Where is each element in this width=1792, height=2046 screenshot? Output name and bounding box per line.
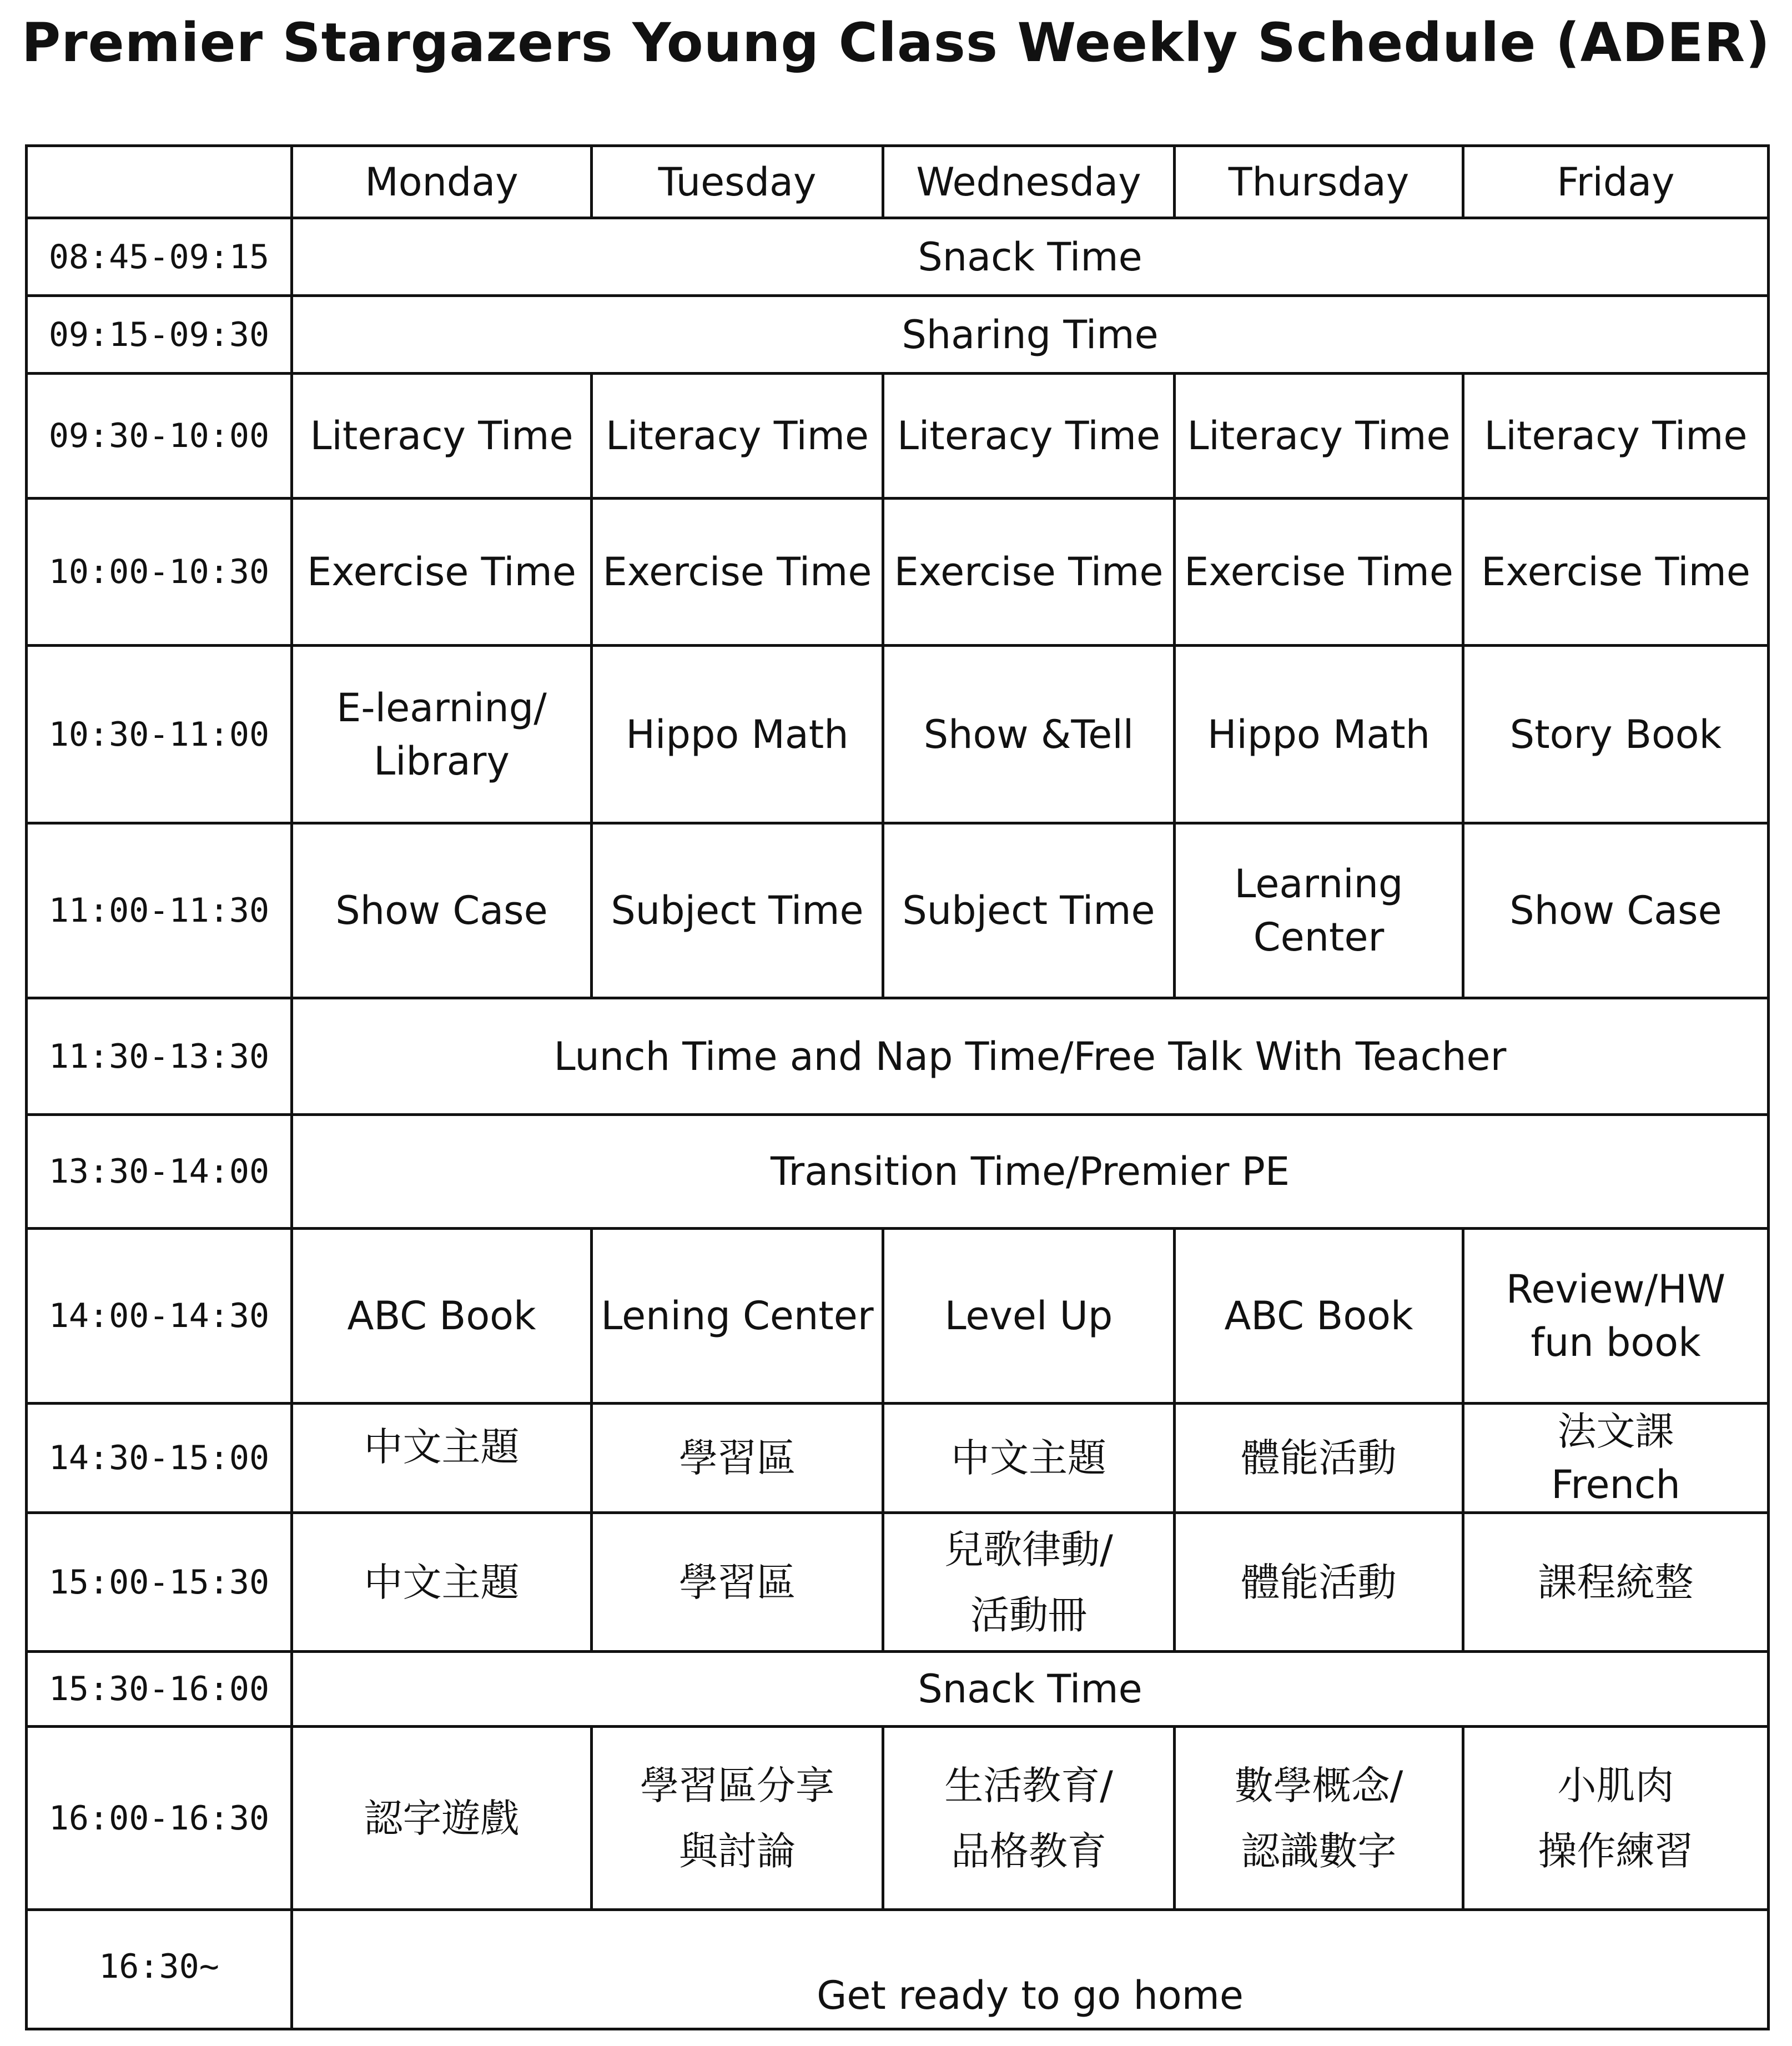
activity-cell-friday: Review/HW fun book: [1463, 1229, 1769, 1404]
day-header-thursday: Thursday: [1175, 146, 1463, 218]
activity-cell-monday: 認字遊戲: [292, 1727, 592, 1910]
activity-cell-monday: Show Case: [292, 823, 592, 998]
activity-cell-thursday: 體能活動: [1175, 1513, 1463, 1652]
time-slot: 15:00-15:30: [27, 1513, 292, 1652]
activity-cell-tuesday: 學習區分享 與討論: [592, 1727, 883, 1910]
weekly-schedule-table: [25, 144, 1770, 2030]
day-header-wednesday: Wednesday: [883, 146, 1175, 218]
schedule-row: [27, 823, 1769, 998]
activity-cell-thursday: ABC Book: [1175, 1229, 1463, 1404]
activity-cell-wednesday: 兒歌律動/ 活動冊: [883, 1513, 1175, 1652]
time-slot: 10:00-10:30: [27, 499, 292, 646]
activity-cell-wednesday: Show &Tell: [883, 646, 1175, 823]
activity-cell-tuesday: Hippo Math: [592, 646, 883, 823]
all-week-activity: Transition Time/Premier PE: [292, 1115, 1769, 1229]
activity-cell-tuesday: Subject Time: [592, 823, 883, 998]
activity-cell-thursday: Exercise Time: [1175, 499, 1463, 646]
page-title: Premier Stargazers Young Class Weekly Schedule (ADER): [21, 12, 1771, 74]
time-slot: 11:00-11:30: [27, 823, 292, 998]
activity-cell-friday: Literacy Time: [1463, 374, 1769, 499]
activity-cell-wednesday: Subject Time: [883, 823, 1175, 998]
day-header-friday: Friday: [1463, 146, 1769, 218]
all-week-activity: Lunch Time and Nap Time/Free Talk With Teacher: [292, 998, 1769, 1115]
activity-cell-tuesday: Lening Center: [592, 1229, 883, 1404]
schedule-row: [27, 1404, 1769, 1513]
activity-cell-friday: 小肌肉 操作練習: [1463, 1727, 1769, 1910]
time-slot: 09:30-10:00: [27, 374, 292, 499]
schedule-row: [27, 1229, 1769, 1404]
activity-cell-wednesday: Exercise Time: [883, 499, 1175, 646]
schedule-row: [27, 646, 1769, 823]
activity-cell-thursday: 數學概念/ 認識數字: [1175, 1727, 1463, 1910]
time-slot: 14:00-14:30: [27, 1229, 292, 1404]
all-week-activity: Get ready to go home: [292, 1910, 1769, 2029]
activity-cell-wednesday: Literacy Time: [883, 374, 1175, 499]
time-slot: 13:30-14:00: [27, 1115, 292, 1229]
header-row: [27, 146, 1769, 218]
activity-cell-monday: E-learning/ Library: [292, 646, 592, 823]
corner-cell: [27, 146, 292, 218]
activity-cell-monday: 中文主題: [292, 1404, 592, 1513]
activity-cell-monday: ABC Book: [292, 1229, 592, 1404]
day-header-tuesday: Tuesday: [592, 146, 883, 218]
schedule-row: [27, 1115, 1769, 1229]
schedule-row: [27, 499, 1769, 646]
all-week-activity: Sharing Time: [292, 296, 1769, 374]
all-week-activity: Snack Time: [292, 218, 1769, 296]
activity-cell-thursday: Learning Center: [1175, 823, 1463, 998]
all-week-activity: Snack Time: [292, 1652, 1769, 1727]
activity-cell-tuesday: 學習區: [592, 1513, 883, 1652]
time-slot: 09:15-09:30: [27, 296, 292, 374]
activity-cell-tuesday: 學習區: [592, 1404, 883, 1513]
schedule-row: [27, 218, 1769, 296]
activity-cell-thursday: Literacy Time: [1175, 374, 1463, 499]
activity-cell-tuesday: Exercise Time: [592, 499, 883, 646]
activity-cell-thursday: 體能活動: [1175, 1404, 1463, 1513]
schedule-row: [27, 296, 1769, 374]
time-slot: 15:30-16:00: [27, 1652, 292, 1727]
activity-cell-friday: 課程統整: [1463, 1513, 1769, 1652]
schedule-row: [27, 1652, 1769, 1727]
activity-cell-friday: 法文課 French: [1463, 1404, 1769, 1513]
activity-cell-tuesday: Literacy Time: [592, 374, 883, 499]
schedule-row: [27, 1513, 1769, 1652]
time-slot: 10:30-11:00: [27, 646, 292, 823]
time-slot: 16:30~: [27, 1910, 292, 2029]
time-slot: 08:45-09:15: [27, 218, 292, 296]
activity-cell-friday: Exercise Time: [1463, 499, 1769, 646]
activity-cell-friday: Story Book: [1463, 646, 1769, 823]
time-slot: 16:00-16:30: [27, 1727, 292, 1910]
activity-cell-wednesday: Level Up: [883, 1229, 1175, 1404]
time-slot: 14:30-15:00: [27, 1404, 292, 1513]
activity-cell-monday: Literacy Time: [292, 374, 592, 499]
activity-cell-monday: 中文主題: [292, 1513, 592, 1652]
activity-cell-thursday: Hippo Math: [1175, 646, 1463, 823]
activity-cell-wednesday: 中文主題: [883, 1404, 1175, 1513]
time-slot: 11:30-13:30: [27, 998, 292, 1115]
activity-cell-friday: Show Case: [1463, 823, 1769, 998]
schedule-row: [27, 1727, 1769, 1910]
activity-cell-wednesday: 生活教育/ 品格教育: [883, 1727, 1175, 1910]
day-header-monday: Monday: [292, 146, 592, 218]
activity-cell-monday: Exercise Time: [292, 499, 592, 646]
schedule-row: [27, 374, 1769, 499]
schedule-row: [27, 1910, 1769, 2029]
schedule-row: [27, 998, 1769, 1115]
